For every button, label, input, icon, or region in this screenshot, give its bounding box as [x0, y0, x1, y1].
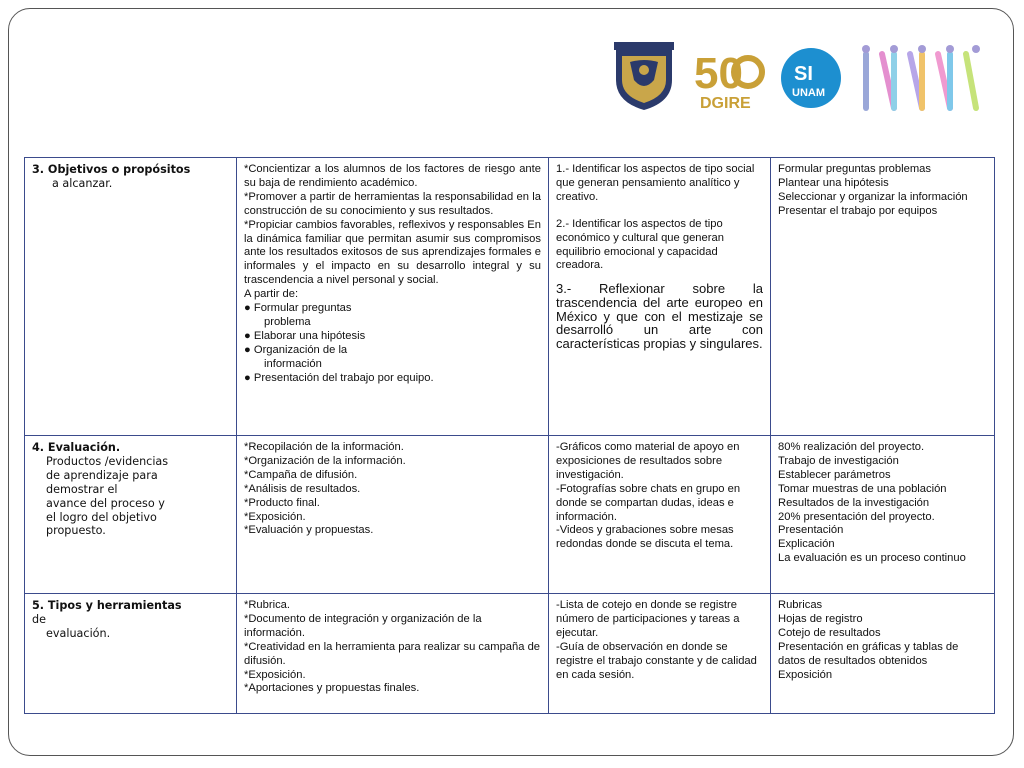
cell-text: Hojas de registro: [778, 612, 863, 625]
cell-text: -Lista de cotejo en donde se registre número de participaciones y tareas a ejecutar.: [556, 599, 740, 639]
heading-line: 3. Objetivos o propósitos: [32, 163, 191, 176]
cell-text: *Campaña de difusión.: [244, 468, 358, 481]
cell-text: A partir de:: [244, 288, 299, 301]
si-text: SI: [794, 63, 813, 85]
cell-text: Trabajo de investigación: [778, 454, 899, 467]
evaluation-table: [24, 157, 995, 714]
purpose-cell: [237, 158, 549, 436]
records-cell: [771, 594, 995, 714]
cell-text: Exposición: [778, 668, 833, 681]
bullet-continuation: información: [264, 357, 322, 370]
cell-text: -Fotografías sobre chats en grupo en donde se compartan dudas, ideas e información.: [556, 482, 741, 523]
cell-text: Rubricas: [778, 599, 823, 611]
cell-text: *Propiciar cambios favorables, reflexivos y responsables En la dinámica familiar que permitan asumir sus compromisos ante los resultados exitosos de sus aprendizajes formales e informales y el impacto en su desarrollo integral y su trascendencia a nivel personal y social.: [244, 218, 541, 287]
cell-text: *Producto final.: [244, 496, 320, 509]
color-bars-logo: [858, 44, 982, 112]
logo-strip: [612, 40, 984, 116]
cell-text: Presentación en gráficas y tablas de datos de resultados obtenidos: [778, 640, 959, 667]
heading-line: evaluación.: [46, 626, 111, 640]
cell-text: *Evaluación y propuestas.: [244, 524, 374, 537]
bullet-item: ● Presentación del trabajo por equipo.: [244, 371, 434, 384]
heading-line: 4. Evaluación.: [32, 441, 121, 454]
cell-text: 80% realización del proyecto.: [778, 441, 925, 453]
heading-line: propuesto.: [46, 524, 106, 538]
si-unam-logo: [778, 46, 844, 110]
cell-text: *Creatividad en la herramienta para realizar su campaña de difusión.: [244, 640, 541, 667]
cell-text: *Exposición.: [244, 668, 306, 681]
evidence-cell: [549, 436, 771, 594]
si-sub-text: UNAM: [792, 87, 825, 99]
cell-text: Explicación: [778, 538, 835, 551]
cell-text: Resultados de la investigación: [778, 496, 930, 509]
cell-text: Presentación: [778, 524, 844, 537]
heading-line: a alcanzar.: [52, 176, 113, 190]
cell-text: *Documento de integración y organización de la información.: [244, 612, 482, 639]
objectives-cell: [549, 158, 771, 436]
unam-shield-logo: [612, 40, 676, 112]
heading-line: Productos /evidencias: [46, 454, 169, 468]
instruments-cell: [549, 594, 771, 714]
cell-text: Tomar muestras de una población: [778, 482, 947, 495]
cell-text: *Organización de la información.: [244, 454, 406, 467]
criteria-cell: [771, 436, 995, 594]
cell-text: *Rubrica.: [244, 599, 291, 611]
cell-text: La evaluación es un proceso continuo: [778, 552, 966, 565]
bullet-item: ● Organización de la: [244, 343, 348, 356]
table-row: [25, 158, 995, 436]
dgire-number: 50: [694, 49, 743, 98]
cell-text: -Videos y grabaciones sobre mesas redondas donde se discuta el tema.: [556, 524, 734, 551]
row-heading: [25, 158, 237, 436]
activities-cell: [771, 158, 995, 436]
heading-line: de: [32, 612, 46, 626]
dgire-50-logo: [690, 42, 768, 112]
table-row: [25, 436, 995, 594]
products-cell: [237, 436, 549, 594]
cell-text: -Guía de observación en donde se registre el trabajo constante y de calidad en cada sesión.: [556, 640, 757, 681]
table-row: [25, 594, 995, 714]
cell-text: Plantear una hipótesis: [778, 176, 889, 189]
row-heading: [25, 436, 237, 594]
cell-text: Presentar el trabajo por equipos: [778, 204, 938, 217]
heading-line: 5. Tipos y herramientas: [32, 599, 182, 612]
cell-text: *Concientizar a los alumnos de los factores de riesgo ante su baja de rendimiento académico.: [244, 163, 541, 189]
cell-text: 3.- Reflexionar sobre la trascendencia del arte europeo en México y que con el mestizaje se desarrolló un arte con características propias y singulares.: [556, 281, 763, 351]
cell-text: 20% presentación del proyecto.: [778, 510, 935, 523]
cell-text: Formular preguntas problemas: [778, 163, 931, 175]
row-heading: [25, 594, 237, 714]
cell-text: 1.- Identificar los aspectos de tipo social que generan pensamiento analítico y creativo.: [556, 163, 755, 203]
cell-text: *Recopilación de la información.: [244, 441, 404, 453]
cell-text: *Aportaciones y propuestas finales.: [244, 682, 420, 695]
cell-text: Seleccionar y organizar la información: [778, 190, 968, 203]
cell-text: 2.- Identificar los aspectos de tipo económico y cultural que generan equilibrio emocional y capacidad creadora.: [556, 217, 724, 272]
evaluation-tools-cell: [237, 594, 549, 714]
bullet-item: ● Elaborar una hipótesis: [244, 329, 366, 342]
bullet-continuation: problema: [264, 315, 311, 328]
cell-text: -Gráficos como material de apoyo en exposiciones de resultados sobre investigación.: [556, 441, 740, 481]
heading-line: el logro del objetivo: [46, 510, 157, 524]
heading-line: demostrar el: [46, 482, 118, 496]
cell-text: *Promover a partir de herramientas la responsabilidad en la construcción de su conocimiento y sus resultados.: [244, 190, 541, 217]
dgire-text: DGIRE: [700, 95, 751, 112]
cell-text: Establecer parámetros: [778, 468, 891, 481]
heading-line: de aprendizaje para: [46, 468, 158, 482]
heading-line: avance del proceso y: [46, 496, 165, 510]
cell-text: Cotejo de resultados: [778, 626, 881, 639]
bullet-item: ● Formular preguntas: [244, 302, 352, 315]
cell-text: *Exposición.: [244, 510, 306, 523]
cell-text: *Análisis de resultados.: [244, 482, 361, 495]
